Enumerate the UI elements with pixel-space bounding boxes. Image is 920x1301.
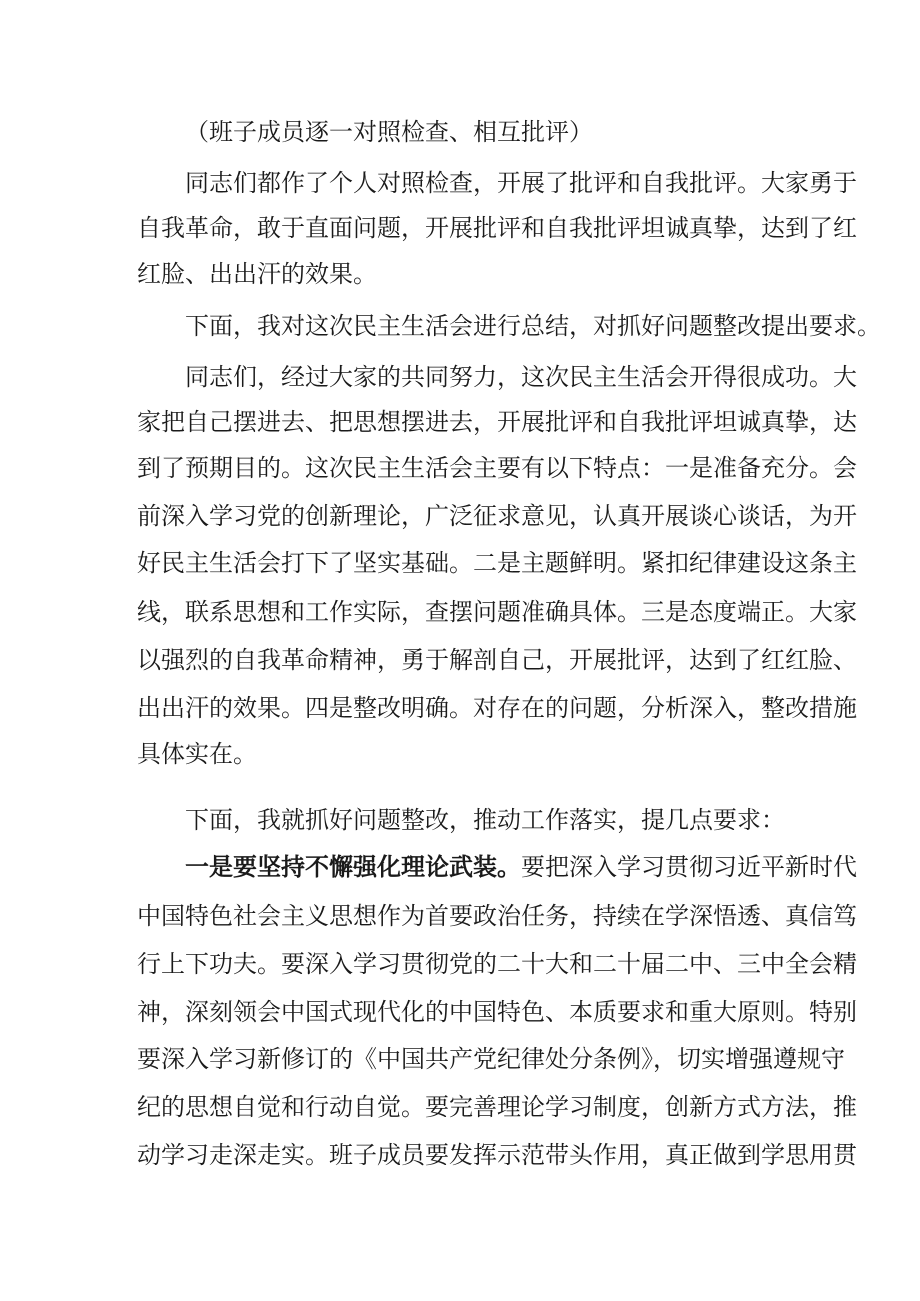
section-heading: 一是要坚持不懈强化理论武装。 <box>185 852 521 881</box>
paragraph-line: 神，深刻领会中国式现代化的中国特色、本质要求和重大原则。特别 <box>137 998 857 1026</box>
paragraph-line: 要深入学习新修订的《中国共产党纪律处分条例》，切实增强遵规守 <box>137 1045 845 1073</box>
paragraph-line: 好民主生活会打下了坚实基础。二是主题鲜明。紧扣纪律建设这条主 <box>137 549 857 577</box>
paragraph-line: 自我革命，敢于直面问题，开展批评和自我批评坦诚真挚，达到了红 <box>137 214 857 242</box>
paragraph-line: 家把自己摆进去、把思想摆进去，开展批评和自我批评坦诚真挚，达 <box>137 408 857 436</box>
paragraph-line: 前深入学习党的创新理论，广泛征求意见，认真开展谈心谈话，为开 <box>137 502 857 530</box>
paragraph-line: 同志们都作了个人对照检查，开展了批评和自我批评。大家勇于 <box>185 169 857 197</box>
heading-note: （班子成员逐一对照检查、相互批评） <box>185 118 593 146</box>
paragraph-line: 纪的思想自觉和行动自觉。要完善理论学习制度，创新方式方法，推 <box>137 1093 857 1121</box>
paragraph-line: 行上下功夫。要深入学习贯彻党的二十大和二十届二中、三中全会精 <box>137 950 857 978</box>
paragraph-line: 中国特色社会主义思想作为首要政治任务，持续在学深悟透、真信笃 <box>137 902 857 930</box>
paragraph-line: 动学习走深走实。班子成员要发挥示范带头作用，真正做到学思用贯 <box>137 1141 857 1169</box>
paragraph-line: 出出汗的效果。四是整改明确。对存在的问题，分析深入，整改措施 <box>137 694 857 722</box>
paragraph-line: 下面，我对这次民主生活会进行总结，对抓好问题整改提出要求。 <box>185 312 881 340</box>
paragraph-line: 具体实在。 <box>137 740 257 768</box>
paragraph-line: 一是要坚持不懈强化理论武装。要把深入学习贯彻习近平新时代 <box>185 852 857 881</box>
paragraph-line: 同志们，经过大家的共同努力，这次民主生活会开得很成功。大 <box>185 363 857 391</box>
paragraph-line: 线，联系思想和工作实际，查摆问题准确具体。三是态度端正。大家 <box>137 598 857 626</box>
paragraph-line: 红脸、出出汗的效果。 <box>137 260 377 288</box>
paragraph-line: 以强烈的自我革命精神，勇于解剖自己，开展批评，达到了红红脸、 <box>137 646 857 674</box>
paragraph-line: 下面，我就抓好问题整改，推动工作落实，提几点要求： <box>185 806 785 834</box>
paragraph-line: 到了预期目的。这次民主生活会主要有以下特点：一是准备充分。会 <box>137 454 857 482</box>
